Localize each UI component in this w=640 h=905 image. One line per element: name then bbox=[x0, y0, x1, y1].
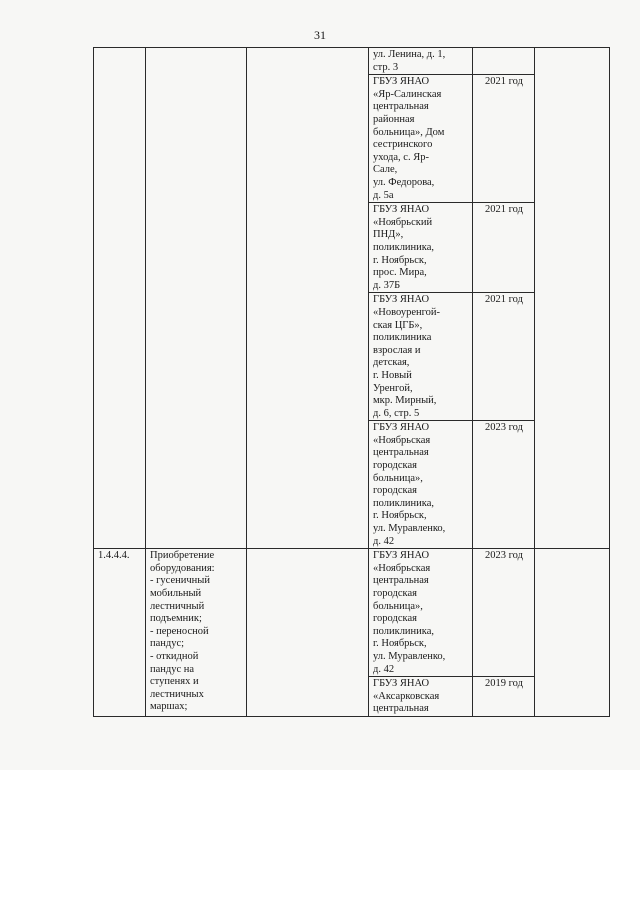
measures-table bbox=[93, 47, 610, 717]
table-row bbox=[94, 549, 610, 677]
year-cell: 2021 год bbox=[473, 293, 535, 421]
year-cell: 2023 год bbox=[473, 549, 535, 677]
org-cell: ГБУЗ ЯНАО «Аксарковская центральная bbox=[369, 677, 473, 717]
year-cell: 2021 год bbox=[473, 75, 535, 203]
year-cell: 2023 год bbox=[473, 421, 535, 549]
year-cell bbox=[473, 48, 535, 75]
org-cell: ГБУЗ ЯНАО «Ноябрьский ПНД», поликлиника, г. Ноябрьск, прос. Мира, д. 37Б bbox=[369, 203, 473, 293]
empty-cell bbox=[535, 48, 610, 549]
empty-cell bbox=[247, 549, 369, 717]
page-number: 31 bbox=[314, 28, 326, 42]
empty-cell bbox=[535, 549, 610, 717]
org-cell: ГБУЗ ЯНАО «Новоуренгой- ская ЦГБ», поликлиника взрослая и детская, г. Новый Уренгой, мкр. Мирный, д. 6, стр. 5 bbox=[369, 293, 473, 421]
empty-cell bbox=[247, 48, 369, 549]
org-cell: ГБУЗ ЯНАО «Яр-Салинская центральная районная больница», Дом сестринского ухода, с. Яр- Сале, ул. Федорова, д. 5а bbox=[369, 75, 473, 203]
item-number-cell: 1.4.4.4. bbox=[94, 549, 146, 717]
year-cell: 2021 год bbox=[473, 203, 535, 293]
org-cell: ул. Ленина, д. 1, стр. 3 bbox=[369, 48, 473, 75]
org-cell: ГБУЗ ЯНАО «Ноябрьская центральная городская больница», городская поликлиника, г. Ноябрьск, ул. Муравленко, д. 42 bbox=[369, 549, 473, 677]
org-cell: ГБУЗ ЯНАО «Ноябрьская центральная городская больница», городская поликлиника, г. Ноябрьск, ул. Муравленко, д. 42 bbox=[369, 421, 473, 549]
year-cell: 2019 год bbox=[473, 677, 535, 717]
item-description-cell: Приобретение оборудования: - гусеничный мобильный лестничный подъемник; - переносной пандус; - откидной пандус на ступенях и лестничных маршах; bbox=[146, 549, 247, 717]
number-cell bbox=[94, 48, 146, 549]
table-row bbox=[94, 48, 610, 75]
measure-cell bbox=[146, 48, 247, 549]
